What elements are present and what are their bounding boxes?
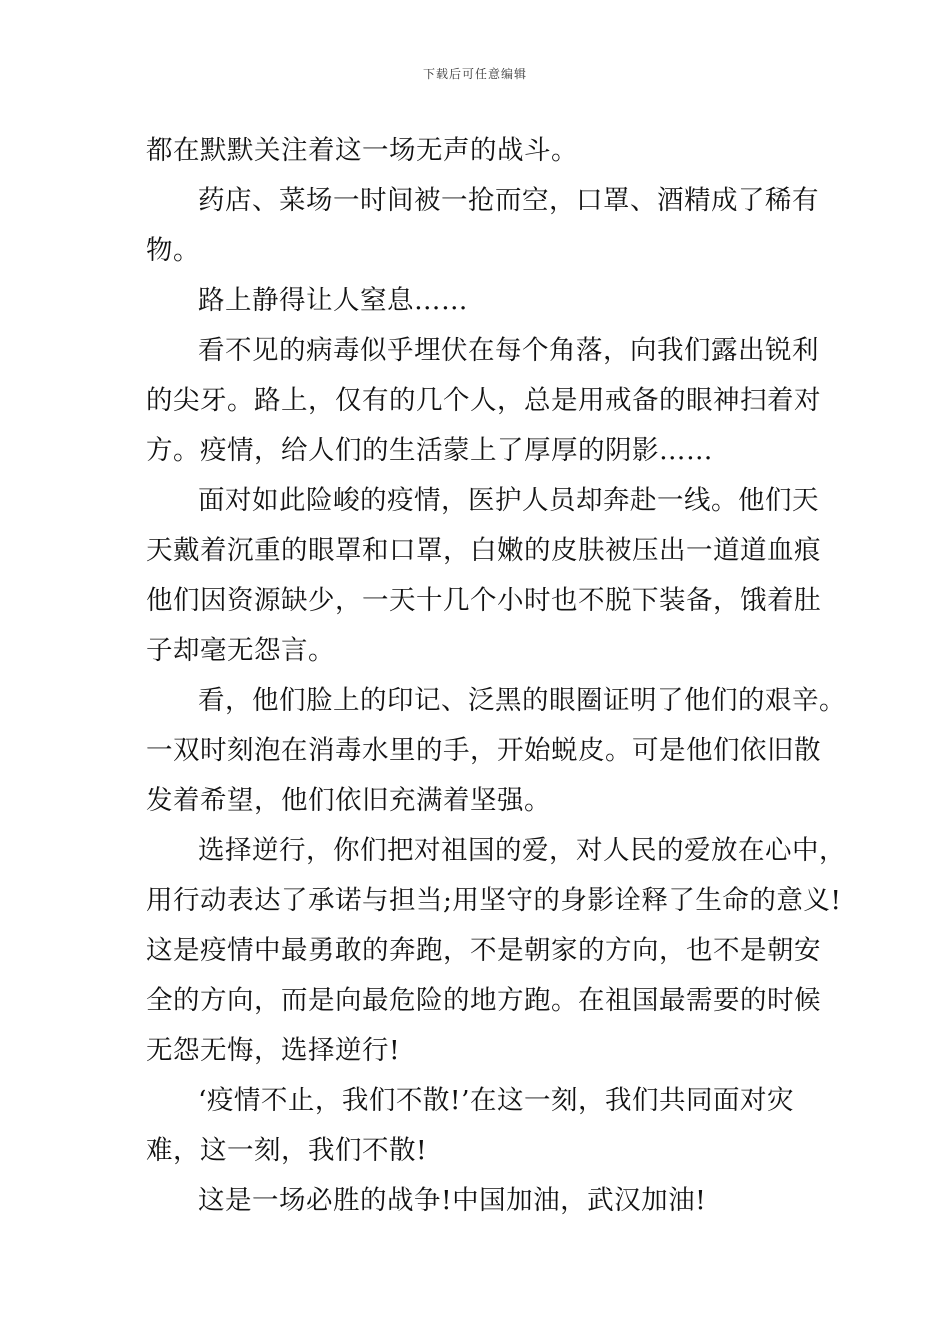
paragraph-start-line: 看，他们脸上的印记、泛黑的眼圈证明了他们的艰辛。 xyxy=(198,685,846,716)
text-line: 全的方向，而是向最危险的地方跑。在祖国最需要的时候 xyxy=(146,985,821,1016)
text-line: 发着希望，他们依旧充满着坚强。 xyxy=(146,785,551,816)
text-line: 无怨无悔，选择逆行! xyxy=(146,1035,401,1066)
text-line: 一双时刻泡在消毒水里的手，开始蜕皮。可是他们依旧散 xyxy=(146,735,821,766)
text-line: 都在默默关注着这一场无声的战斗。 xyxy=(146,135,578,166)
text-line: 他们因资源缺少，一天十几个小时也不脱下装备，饿着肚 xyxy=(146,585,821,616)
text-line: 用行动表达了承诺与担当;用坚守的身影诠释了生命的意义! xyxy=(146,885,842,916)
document-body xyxy=(146,126,846,1226)
text-line: 的尖牙。路上，仅有的几个人，总是用戒备的眼神扫着对 xyxy=(146,385,821,416)
paragraph-start-line: 这是一场必胜的战争!中国加油，武汉加油! xyxy=(198,1185,707,1216)
paragraph-start-line: 选择逆行，你们把对祖国的爱，对人民的爱放在心中， xyxy=(198,835,846,866)
text-line: 子却毫无怨言。 xyxy=(146,635,335,666)
text-line: 天戴着沉重的眼罩和口罩，白嫩的皮肤被压出一道道血痕 xyxy=(146,535,821,566)
paragraph-start-line: 药店、菜场一时间被一抢而空，口罩、酒精成了稀有 xyxy=(198,185,819,216)
paragraph-start-line: 看不见的病毒似乎埋伏在每个角落，向我们露出锐利 xyxy=(198,335,819,366)
text-line: 物。 xyxy=(146,235,200,266)
text-line: 方。疫情，给人们的生活蒙上了厚厚的阴影…… xyxy=(146,435,713,466)
text-line: 难，这一刻，我们不散! xyxy=(146,1135,428,1166)
paragraph-start-line: 路上静得让人窒息…… xyxy=(198,285,468,316)
paragraph-start-line: ‘疫情不止，我们不散!’在这一刻，我们共同面对灾 xyxy=(198,1085,794,1116)
page-header: 下载后可任意编辑 xyxy=(422,67,527,81)
paragraph-start-line: 面对如此险峻的疫情，医护人员却奔赴一线。他们天 xyxy=(198,485,819,516)
text-line: 这是疫情中最勇敢的奔跑，不是朝家的方向，也不是朝安 xyxy=(146,935,821,966)
